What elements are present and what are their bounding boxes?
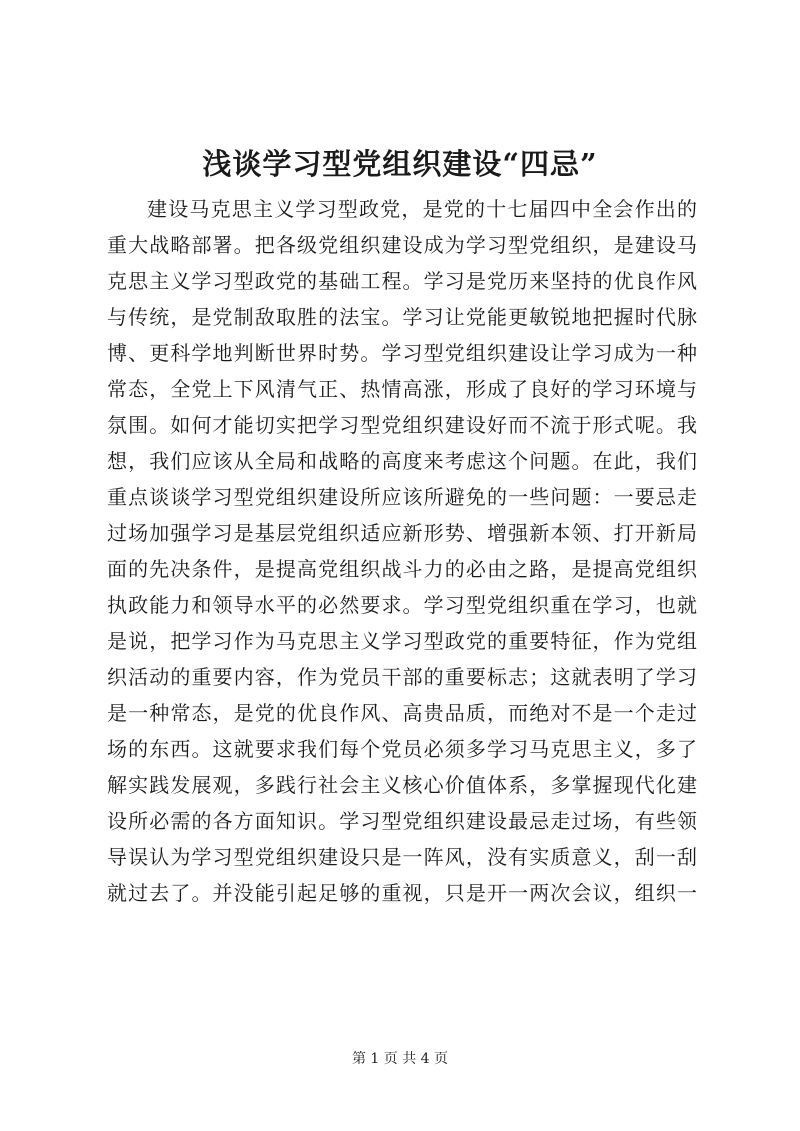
- text-line: 就过去了。并没能引起足够的重视，只是开一两次会议，组织一: [107, 881, 697, 905]
- text-line: 是说，把学习作为马克思主义学习型政党的重要特征，作为党组: [107, 629, 697, 653]
- text-line: 重点谈谈学习型党组织建设所应该所避免的一些问题：一要忌走: [107, 485, 697, 509]
- text-line: 执政能力和领导水平的必然要求。学习型党组织重在学习，也就: [107, 593, 697, 617]
- text-line: 博、更科学地判断世界时势。学习型党组织建设让学习成为一种: [107, 341, 697, 365]
- text-line: 设所必需的各方面知识。学习型党组织建设最忌走过场，有些领: [107, 809, 697, 833]
- text-line: 重大战略部署。把各级党组织建设成为学习型党组织，是建设马: [107, 233, 697, 257]
- text-line: 建设马克思主义学习型政党，是党的十七届四中全会作出的: [147, 197, 697, 221]
- text-line: 想，我们应该从全局和战略的高度来考虑这个问题。在此，我们: [107, 449, 697, 473]
- text-line: 导误认为学习型党组织建设只是一阵风，没有实质意义，刮一刮: [107, 845, 697, 869]
- text-line: 是一种常态，是党的优良作风、高贵品质，而绝对不是一个走过: [107, 701, 697, 725]
- text-line: 与传统，是党制敌取胜的法宝。学习让党能更敏锐地把握时代脉: [107, 305, 697, 329]
- body-paragraph: [107, 191, 697, 911]
- text-line: 克思主义学习型政党的基础工程。学习是党历来坚持的优良作风: [107, 269, 697, 293]
- text-line: 氛围。如何才能切实把学习型党组织建设好而不流于形式呢。我: [107, 413, 697, 437]
- text-line: 常态，全党上下风清气正、热情高涨，形成了良好的学习环境与: [107, 377, 697, 401]
- text-line: 面的先决条件，是提高党组织战斗力的必由之路，是提高党组织: [107, 557, 697, 581]
- text-line: 场的东西。这就要求我们每个党员必须多学习马克思主义，多了: [107, 737, 697, 761]
- document-title: 浅谈学习型党组织建设“四忌”: [202, 147, 598, 181]
- page-number-footer: 第 1 页 共 4 页: [351, 1051, 449, 1067]
- text-line: 解实践发展观，多践行社会主义核心价值体系，多掌握现代化建: [107, 773, 697, 797]
- text-line: 织活动的重要内容，作为党员干部的重要标志；这就表明了学习: [107, 665, 697, 689]
- text-line: 过场加强学习是基层党组织适应新形势、增强新本领、打开新局: [107, 521, 697, 545]
